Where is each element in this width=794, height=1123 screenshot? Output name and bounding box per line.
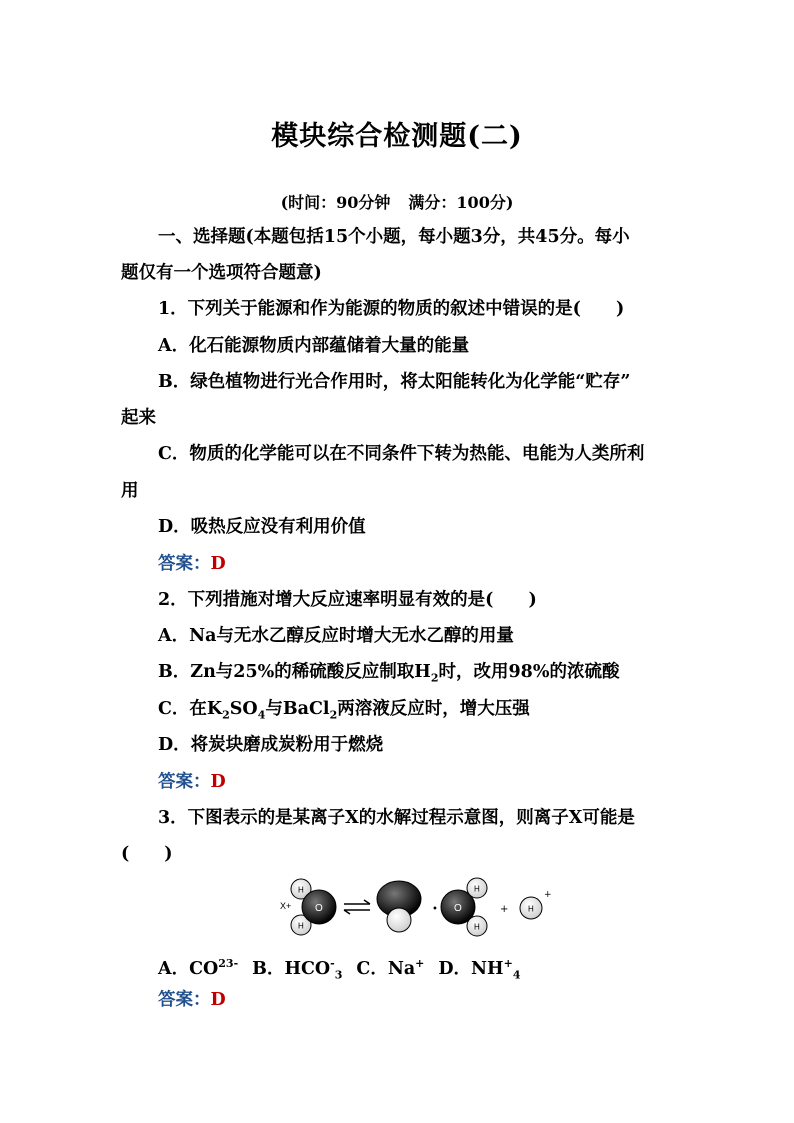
q1-stem: 1．下列关于能源和作为能源的物质的叙述中错误的是( )	[158, 299, 625, 319]
plus-sign: +	[500, 904, 509, 915]
q2-option-b: B．Zn与25%的稀硫酸反应制取$H_2$时，改用98%的浓硫酸	[158, 662, 620, 685]
answer-value: D	[210, 772, 226, 792]
q3-option-b: B．$HCO^-_3$	[252, 957, 343, 982]
exam-score: 满分：100分)	[408, 193, 514, 212]
answer-value: D	[210, 554, 226, 574]
hydrogen-label: H	[528, 904, 534, 914]
page-title: 模块综合检测题(二)	[271, 121, 523, 152]
ion-charge: +	[544, 890, 552, 900]
section-heading-line2: 题仅有一个选项符合题意)	[121, 263, 322, 283]
q3-options	[158, 953, 718, 986]
water-molecule	[441, 878, 487, 936]
dot-separator: •	[432, 904, 438, 915]
q1-option-d: D．吸热反应没有利用价值	[158, 517, 366, 537]
q3-stem-line1: 3．下图表示的是某离子X的水解过程示意图，则离子X可能是	[158, 808, 635, 828]
x-plus-label: X+	[280, 901, 292, 911]
q1-option-a: A．化石能源物质内部蕴储着大量的能量	[158, 336, 470, 356]
hydrolysis-diagram	[278, 876, 558, 938]
q2-option-c: C．在$K_2SO_4$与BaCl$_2$两溶液反应时，增大压强	[158, 699, 530, 722]
equilibrium-arrow-icon	[344, 900, 370, 914]
bonded-atom	[387, 908, 411, 932]
x-oh-molecule	[377, 881, 421, 932]
hydrogen-ion	[520, 890, 552, 919]
q1-answer	[158, 553, 718, 575]
q1-option-b-line1: B．绿色植物进行光合作用时，将太阳能转化为化学能“贮存”	[158, 372, 631, 392]
exam-time: (时间：90分钟	[280, 193, 391, 212]
q3-answer	[158, 989, 718, 1011]
q2-answer	[158, 771, 718, 793]
q1-option-c-line1: C．物质的化学能可以在不同条件下转为热能、电能为人类所利	[158, 444, 645, 464]
hydrogen-label: H	[298, 921, 304, 931]
hydrogen-label: H	[474, 922, 480, 932]
section-heading-line1: 一、选择题(本题包括15个小题，每小题3分，共45分。每小	[158, 227, 630, 247]
water-molecule	[291, 879, 336, 935]
answer-label: 答案：	[158, 990, 211, 1010]
q1-option-b-line2: 起来	[121, 408, 156, 428]
q1-option-c-line2: 用	[121, 481, 139, 501]
q2-option-a: A．Na与无水乙醇反应时增大无水乙醇的用量	[158, 626, 514, 646]
oxygen-label: O	[454, 903, 462, 914]
answer-label: 答案：	[158, 554, 211, 574]
q3-option-d: D．$NH^+_4$	[438, 957, 521, 982]
hydrogen-label: H	[474, 884, 480, 894]
q3-option-a: A．$CO^{23-}$	[158, 957, 239, 979]
answer-label: 答案：	[158, 772, 211, 792]
oxygen-label: O	[315, 903, 323, 914]
q3-option-c: C．Na+	[356, 957, 425, 979]
answer-value: D	[210, 990, 226, 1010]
q3-stem-line2: ( )	[121, 844, 173, 864]
q2-option-d: D．将炭块磨成炭粉用于燃烧	[158, 735, 384, 755]
q2-stem: 2．下列措施对增大反应速率明显有效的是( )	[158, 590, 537, 610]
hydrogen-label: H	[298, 885, 304, 895]
exam-meta	[0, 190, 794, 213]
